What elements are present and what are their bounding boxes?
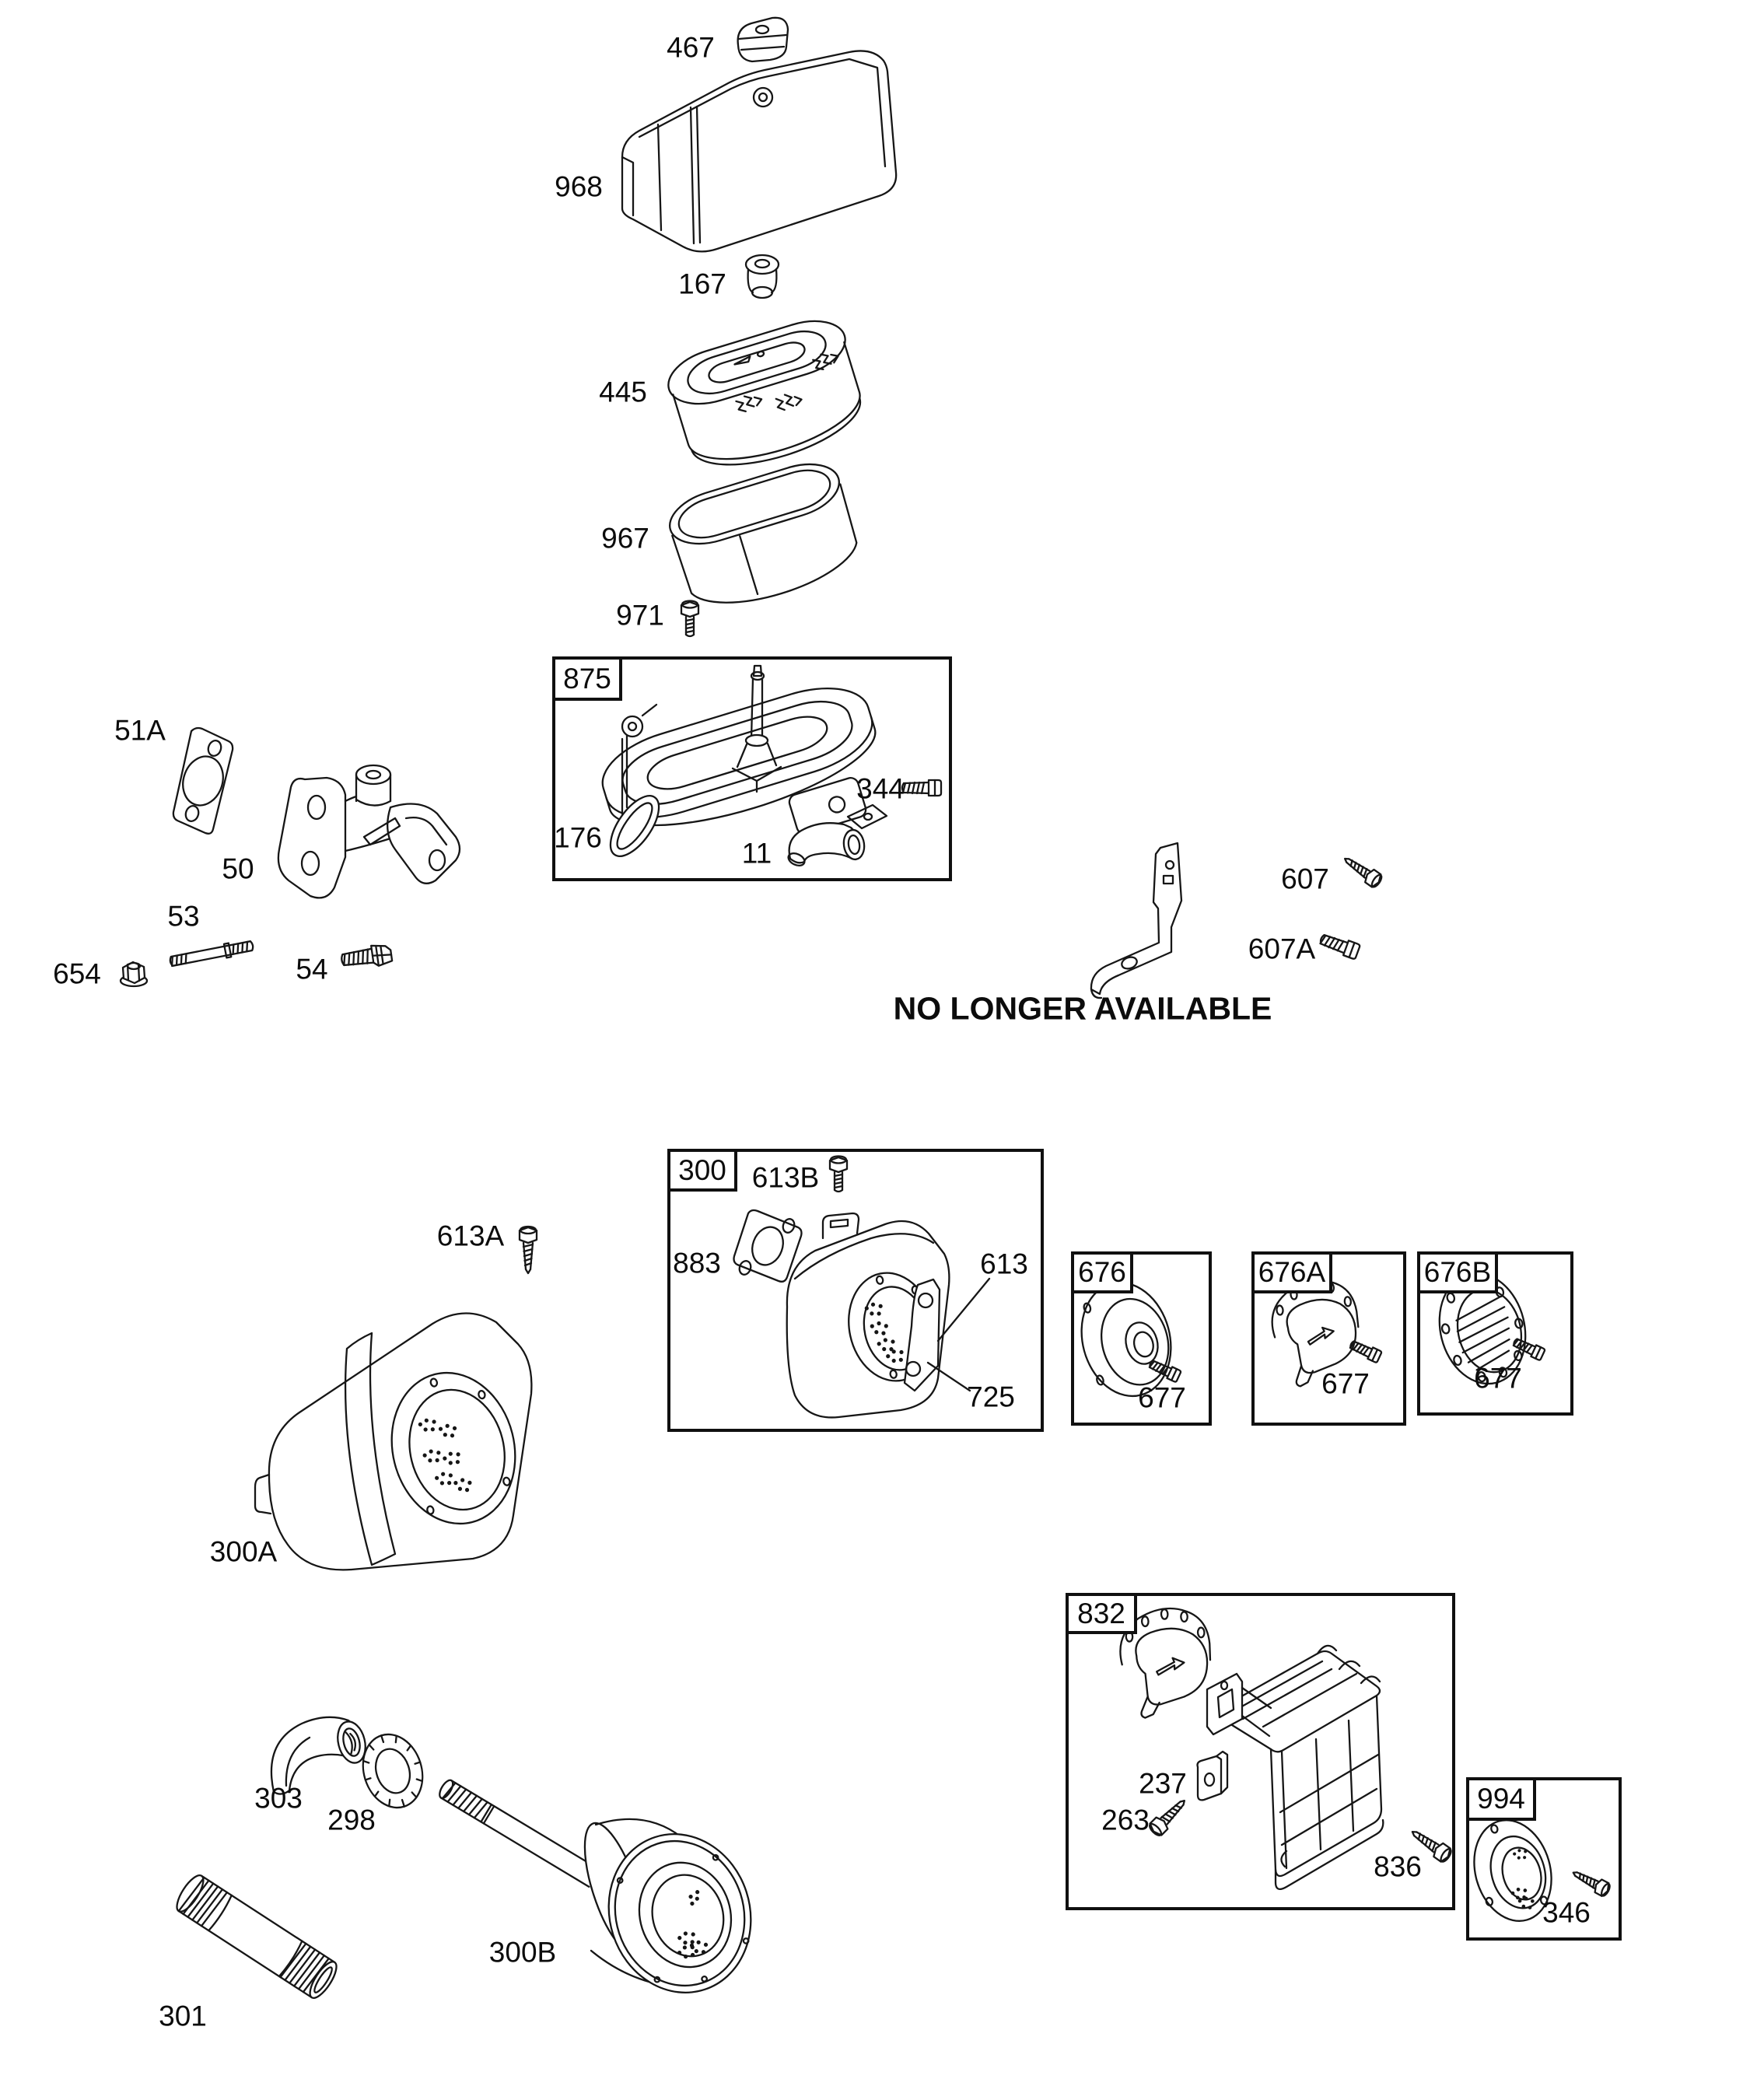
availability-note: NO LONGER AVAILABLE bbox=[893, 990, 1272, 1027]
part-label-654: 654 bbox=[53, 957, 101, 990]
part-label-613: 613 bbox=[980, 1248, 1028, 1280]
part-drawing-lock-washer-298 bbox=[354, 1727, 432, 1815]
callout-tag-676: 676 bbox=[1071, 1251, 1133, 1293]
part-label-883: 883 bbox=[673, 1247, 721, 1279]
part-drawing-screw-971 bbox=[681, 601, 698, 637]
callout-tag-832: 832 bbox=[1066, 1593, 1137, 1634]
part-label-346: 346 bbox=[1542, 1896, 1591, 1929]
part-drawing-gasket-51A bbox=[173, 728, 233, 834]
part-label-445: 445 bbox=[599, 376, 647, 408]
part-label-613A: 613A bbox=[436, 1220, 505, 1252]
part-drawing-pipe-301 bbox=[172, 1871, 341, 2001]
part-label-607: 607 bbox=[1281, 863, 1329, 895]
part-label-54: 54 bbox=[296, 953, 328, 985]
part-drawing-air-cleaner-cover-968 bbox=[622, 51, 896, 251]
part-label-677: 677 bbox=[1138, 1381, 1186, 1414]
callout-tag-676A: 676A bbox=[1251, 1251, 1332, 1293]
part-label-50: 50 bbox=[222, 852, 254, 885]
part-label-167: 167 bbox=[678, 268, 726, 300]
part-drawing-bolt-607A bbox=[1318, 932, 1360, 960]
part-label-677B: 677 bbox=[1474, 1362, 1522, 1395]
part-label-176: 176 bbox=[554, 821, 602, 854]
part-label-725: 725 bbox=[967, 1381, 1015, 1413]
part-label-51A: 51A bbox=[114, 714, 166, 747]
part-label-300A: 300A bbox=[209, 1535, 278, 1568]
part-drawing-nut-654 bbox=[121, 962, 147, 986]
part-label-968: 968 bbox=[555, 170, 603, 203]
part-drawing-muffler-300A bbox=[255, 1313, 531, 1570]
part-label-11: 11 bbox=[741, 837, 772, 870]
part-drawing-screw-54 bbox=[341, 943, 393, 971]
part-drawing-knob-467 bbox=[738, 18, 788, 61]
part-label-677A: 677 bbox=[1321, 1367, 1370, 1400]
part-label-263: 263 bbox=[1101, 1804, 1150, 1836]
part-label-237: 237 bbox=[1139, 1767, 1187, 1800]
part-drawing-grommet-167 bbox=[746, 255, 779, 298]
part-drawing-stud-53 bbox=[169, 939, 254, 968]
callout-tag-875: 875 bbox=[552, 656, 622, 701]
part-label-967: 967 bbox=[601, 522, 649, 555]
part-drawing-screw-613A bbox=[520, 1227, 537, 1273]
part-drawing-screw-607 bbox=[1340, 852, 1384, 889]
part-label-298: 298 bbox=[327, 1804, 376, 1836]
part-label-53: 53 bbox=[167, 900, 200, 933]
part-label-301: 301 bbox=[159, 2000, 207, 2032]
part-drawing-intake-manifold-50 bbox=[278, 765, 460, 898]
part-drawing-muffler-300B bbox=[437, 1778, 772, 2011]
part-label-607A: 607A bbox=[1248, 933, 1316, 965]
part-label-613B: 613B bbox=[751, 1161, 820, 1194]
part-label-836: 836 bbox=[1374, 1850, 1422, 1883]
callout-tag-676B: 676B bbox=[1417, 1251, 1498, 1293]
callout-tag-300: 300 bbox=[667, 1149, 737, 1192]
part-label-971: 971 bbox=[616, 599, 664, 632]
part-drawing-precleaner-967 bbox=[663, 454, 866, 618]
part-label-344: 344 bbox=[856, 772, 905, 805]
part-label-303: 303 bbox=[254, 1782, 303, 1815]
part-label-300B: 300B bbox=[488, 1936, 557, 1969]
part-label-467: 467 bbox=[667, 31, 715, 64]
callout-tag-994: 994 bbox=[1466, 1777, 1536, 1821]
part-drawing-air-filter-445 bbox=[662, 311, 873, 482]
part-drawing-bracket-nla bbox=[1091, 843, 1181, 998]
